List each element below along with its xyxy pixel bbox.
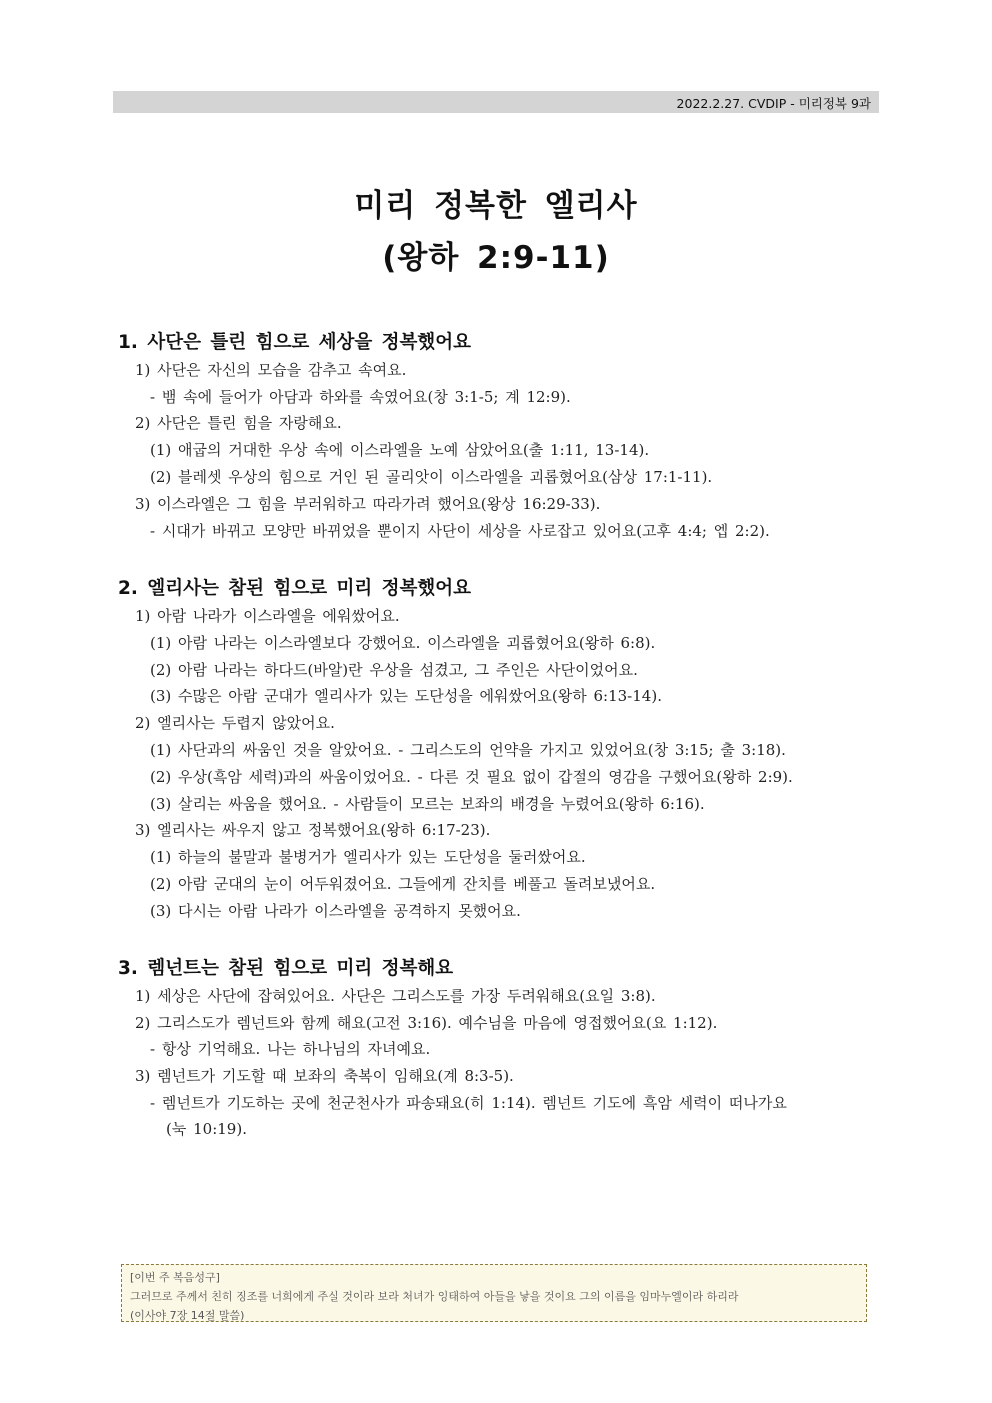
section-2-subitem: (1) 아람 나라는 이스라엘보다 강했어요. 이스라엘을 괴롭혔어요(왕하 6:8).	[150, 634, 656, 652]
section-2-subitem: (2) 우상(흑암 세력)과의 싸움이었어요. - 다른 것 필요 없이 갑절의 영감을 구했어요(왕하 2:9).	[150, 768, 793, 786]
section-1-subitem: - 뱀 속에 들어가 아담과 하와를 속였어요(창 3:1-5; 계 12:9).	[150, 388, 571, 406]
verse-text: 그러므로 주께서 친히 징조를 너희에게 주실 것이라 보라 처녀가 잉태하여 아들을 낳을 것이요 그의 이름을 임마누엘이라 하리라	[130, 1290, 739, 1303]
header-date-lesson: 2022.2.27. CVDIP - 미리정복 9과	[676, 96, 871, 111]
section-3-subitem-continued: (눅 10:19).	[166, 1120, 247, 1138]
section-3-heading: 3. 렘넌트는 참된 힘으로 미리 정복해요	[118, 958, 454, 979]
section-1-item: 2) 사단은 틀린 힘을 자랑해요.	[135, 414, 342, 432]
weekly-verse-box	[121, 1264, 867, 1322]
verse-label: [이번 주 복음성구]	[130, 1271, 220, 1284]
section-2-item: 1) 아람 나라가 이스라엘을 에워쌌어요.	[135, 607, 400, 625]
section-1-subitem: (1) 애굽의 거대한 우상 속에 이스라엘을 노예 삼았어요(출 1:11, 13-14).	[150, 441, 650, 459]
section-3-item: 3) 렘넌트가 기도할 때 보좌의 축복이 임해요(계 8:3-5).	[135, 1067, 514, 1085]
section-2-subitem: (3) 수많은 아람 군대가 엘리사가 있는 도단성을 에워쌌어요(왕하 6:13-14).	[150, 687, 662, 705]
section-1-item: 3) 이스라엘은 그 힘을 부러워하고 따라가려 했어요(왕상 16:29-33).	[135, 495, 601, 513]
page-title: 미리 정복한 엘리사	[354, 188, 638, 224]
verse-reference: (이사야 7장 14절 말씀)	[130, 1309, 245, 1322]
section-1-heading: 1. 사단은 틀린 힘으로 세상을 정복했어요	[118, 332, 472, 353]
section-3-item: 1) 세상은 사단에 잡혀있어요. 사단은 그리스도를 가장 두려워해요(요일 3:8).	[135, 987, 656, 1005]
section-3-item: 2) 그리스도가 렘넌트와 함께 해요(고전 3:16). 예수님을 마음에 영접했어요(요 1:12).	[135, 1014, 718, 1032]
page-subtitle-reference: (왕하 2:9-11)	[382, 240, 610, 276]
section-2-subitem: (3) 다시는 아람 나라가 이스라엘을 공격하지 못했어요.	[150, 902, 521, 920]
section-2-item: 2) 엘리사는 두렵지 않았어요.	[135, 714, 335, 732]
section-2-item: 3) 엘리사는 싸우지 않고 정복했어요(왕하 6:17-23).	[135, 821, 491, 839]
section-3-subitem: - 항상 기억해요. 나는 하나님의 자녀예요.	[150, 1040, 431, 1058]
section-2-heading: 2. 엘리사는 참된 힘으로 미리 정복했어요	[118, 578, 472, 599]
section-2-subitem: (2) 아람 군대의 눈이 어두워졌어요. 그들에게 잔치를 베풀고 돌려보냈어요.	[150, 875, 656, 893]
section-2-subitem: (3) 살리는 싸움을 했어요. - 사람들이 모르는 보좌의 배경을 누렸어요(왕하 6:16).	[150, 795, 705, 813]
section-1-item: 1) 사단은 자신의 모습을 감추고 속여요.	[135, 361, 407, 379]
header-bar	[113, 91, 879, 113]
section-2-subitem: (1) 사단과의 싸움인 것을 알았어요. - 그리스도의 언약을 가지고 있었어요(창 3:15; 출 3:18).	[150, 741, 786, 759]
section-2-subitem: (2) 아람 나라는 하다드(바알)란 우상을 섬겼고, 그 주인은 사단이었어요.	[150, 661, 638, 679]
section-1-subitem: - 시대가 바뀌고 모양만 바뀌었을 뿐이지 사단이 세상을 사로잡고 있어요(고후 4:4; 엡 2:2).	[150, 522, 770, 540]
section-3-subitem: - 렘넌트가 기도하는 곳에 천군천사가 파송돼요(히 1:14). 렘넌트 기도에 흑암 세력이 떠나가요	[150, 1094, 787, 1112]
section-2-subitem: (1) 하늘의 불말과 불병거가 엘리사가 있는 도단성을 둘러쌌어요.	[150, 848, 586, 866]
section-1-subitem: (2) 블레셋 우상의 힘으로 거인 된 골리앗이 이스라엘을 괴롭혔어요(삼상 17:1-11).	[150, 468, 713, 486]
